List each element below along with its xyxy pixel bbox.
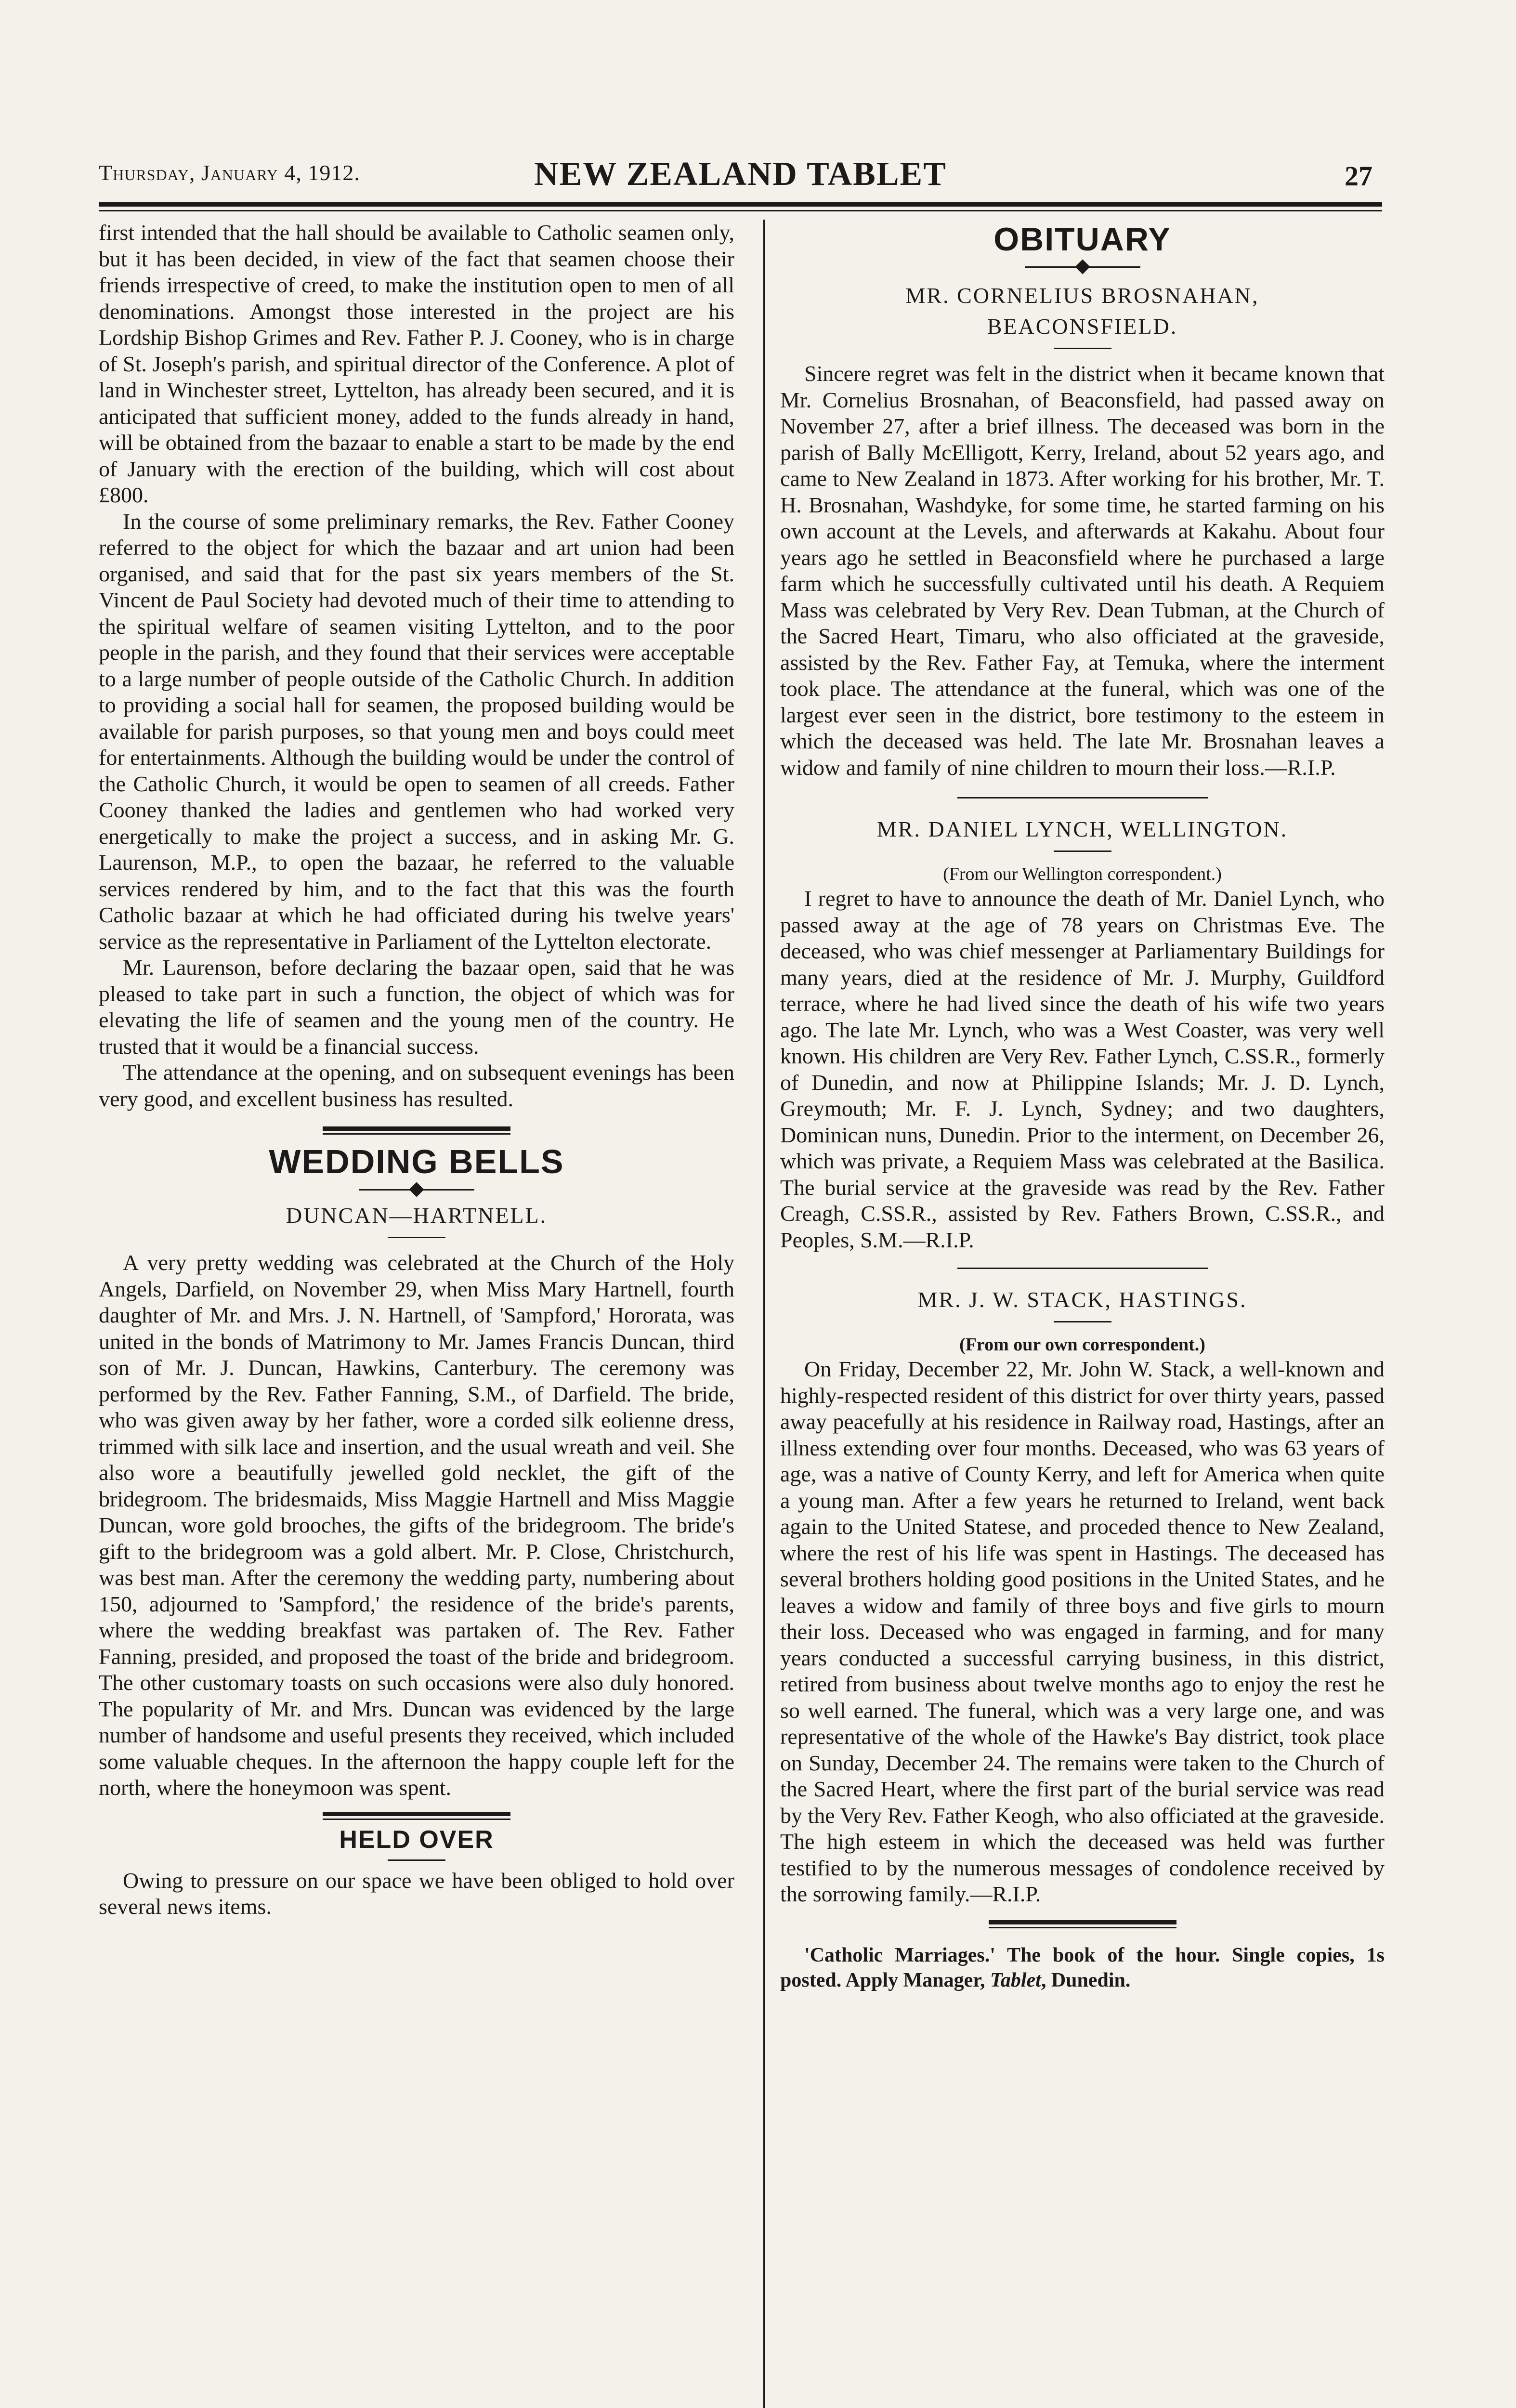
correspondent-note: (From our Wellington correspondent.) xyxy=(943,864,1222,884)
article-paragraph: first intended that the hall should be available to Catholic seamen only, but it has been decided, in view of the fact that seamen choose their friends irrespective of creed, to make the institution open to men of all denominations. Amongst those interested in the project are his Lordship Bishop Grimes and Rev. Father P. J. Cooney, who is in charge of St. Joseph's parish, and spiritual director of the Conference. A plot of land in Winchester street, Lyttelton, has already been secured, and it is anticipated that sufficient money, added to the funds already in hand, will be obtained from the bazaar to enable a start to be made by the end of January with the erection of the building, which will cost about £800. xyxy=(99,220,734,507)
short-rule xyxy=(388,1237,445,1238)
wedding-paragraph: A very pretty wedding was celebrated at the Church of the Holy Angels, Darfield, on November 29, when Miss Mary Hartnell, fourth daughter of Mr. and Mrs. J. N. Hartnell, of 'Sampford,' Hororata, was united in the bonds of Matrimony to Mr. James Francis Duncan, third son of Mr. J. Duncan, Hawkins, Canterbury. The ceremony was performed by the Rev. Father Fanning, S.M., of Darfield. The bride, who was given away by her father, wore a corded silk eolienne dress, trimmed with silk lace and insertion, and the usual wreath and veil. She also wore a beautifully jewelled gold necklet, the gift of the bridegroom. The bridesmaids, Miss Maggie Hartnell and Miss Maggie Duncan, wore gold brooches, the gifts of the bridegroom. The bride's gift to the bridegroom was a gold albert. Mr. P. Close, Christchurch, was best man. After the ceremony the wedding party, numbering about 150, adjourned to 'Sampford,' the residence of the bride's parents, where the wedding breakfast was partaken of. The Rev. Father Fanning, presided, and proposed the toast of the bride and bridegroom. The other customary toasts on such occasions were also duly honored. The popularity of Mr. and Mrs. Duncan was evidenced by the large number of handsome and useful presents they received, which included some valuable cheques. In the afternoon the happy couple left for the north, where the honeymoon was spent. xyxy=(99,1250,734,1800)
page-header xyxy=(99,153,1382,196)
obituary-subheading: MR. CORNELIUS BROSNAHAN, xyxy=(905,283,1259,308)
header-rule-thin xyxy=(99,210,1382,211)
section-divider xyxy=(989,1920,1176,1928)
page-number: 27 xyxy=(1345,160,1372,192)
section-divider xyxy=(323,1126,510,1135)
issue-date: Thursday, January 4, 1912. xyxy=(99,160,360,185)
held-over-heading: HELD OVER xyxy=(339,1825,494,1854)
article-paragraph: Mr. Laurenson, before declaring the bazaar open, said that he was pleased to take part in such a function, the object of which was for elevating the life of seamen and the young men of the country. He trusted that it would be a financial success. xyxy=(99,955,734,1059)
ornament-divider xyxy=(1025,259,1140,275)
article-paragraph: The attendance at the opening, and on subsequent evenings has been very good, and excellent business has resulted. xyxy=(99,1060,734,1111)
section-rule xyxy=(957,797,1208,798)
obituary-subheading: BEACONSFIELD. xyxy=(987,314,1178,339)
obituary-paragraph: I regret to have to announce the death of Mr. Daniel Lynch, who passed away at the age of 78 years on Christmas Eve. The deceased, who was chief messenger at Parliamentary Buildings for many years, died at the residence of Mr. J. Murphy, Guildford terrace, where he had lived since the death of his wife two years ago. The late Mr. Lynch, who was a West Coaster, was very well known. His children are Very Rev. Father Lynch, C.SS.R., formerly of Dunedin, and now at Philippine Islands; Mr. J. D. Lynch, Greymouth; Mr. F. J. Lynch, Sydney; and two daughters, Dominican nuns, Dunedin. Prior to the interment, on December 26, which was private, a Requiem Mass was celebrated at the Basilica. The burial service at the graveside was read by the Rev. Father Creagh, C.SS.R., assisted by Rev. Fathers Brown, C.SS.R., and Peoples, S.M.—R.I.P. xyxy=(780,886,1385,1252)
ornament-divider xyxy=(359,1182,474,1198)
short-rule xyxy=(1054,1321,1111,1322)
held-over-paragraph: Owing to pressure on our space we have been obliged to hold over several news items. xyxy=(99,1868,734,1919)
left-column xyxy=(99,220,734,1920)
section-divider xyxy=(323,1812,510,1820)
short-rule xyxy=(1054,348,1111,349)
right-column xyxy=(780,220,1385,1993)
short-rule xyxy=(1054,851,1111,852)
column-divider xyxy=(763,220,765,2408)
article-paragraph: In the course of some preliminary remarks, the Rev. Father Cooney referred to the object for which the bazaar and art union had been organised, and said that for the past six years members of the St. Vincent de Paul Society had devoted much of their time to attending to the spiritual welfare of seamen visiting Lyttelton, and to the poor people in the parish, and they found that their services were acceptable to a large number of people outside of the Catholic Church. In addition to providing a social hall for seamen, the proposed building would be available for parish purposes, so that young men and boys could meet for entertainments. Although the building would be under the control of the Catholic Church, it would be open to seamen of all creeds. Father Cooney thanked the ladies and gentlemen who had worked very energetically to make the project a success, and in asking Mr. G. Laurenson, M.P., to open the bazaar, he referred to the valuable services rendered by him, and to the fact that this was the fourth Catholic bazaar at which he had officiated during his twelve years' service as the representative in Parliament of the Lyttelton electorate. xyxy=(99,509,734,954)
advertisement-notice: 'Catholic Marriages.' The book of the hour. Single copies, 1s posted. Apply Manager, Tablet, Dunedin. xyxy=(780,1944,1385,1991)
section-rule xyxy=(957,1268,1208,1269)
header-rule-thick xyxy=(99,202,1382,207)
obituary-paragraph: On Friday, December 22, Mr. John W. Stack, a well-known and highly-respected resident of this district for over thirty years, passed away peacefully at his residence in Railway road, Hastings, after an illness extending over four months. Deceased, who was 63 years of age, was a native of County Kerry, and left for America when quite a young man. After a few years he returned to Ireland, went back again to the United Statese, and proceded thence to New Zealand, where the rest of his life was spent in Hastings. The deceased has several brothers holding good positions in the United States, and he leaves a widow and family of three boys and five girls to mourn their loss. Deceased who was engaged in farming, and for many years conducted a successful carrying business, in this district, retired from business about twelve months ago to enjoy the rest he so well earned. The funeral, which was a very large one, and was representative of the whole of the Hawke's Bay district, took place on Sunday, December 24. The remains were taken to the Church of the Sacred Heart, where the first part of the burial service was read by the Very Rev. Father Keogh, who also officiated at the graveside. The high esteem in which the deceased was held was further testified to by the numerous messages of condolence received by the sorrowing family.—R.I.P. xyxy=(780,1357,1385,1906)
obituary-subheading: MR. J. W. STACK, HASTINGS. xyxy=(917,1287,1247,1312)
short-rule xyxy=(388,1859,445,1861)
correspondent-note: (From our own correspondent.) xyxy=(959,1335,1205,1355)
obituary-paragraph: Sincere regret was felt in the district when it became known that Mr. Cornelius Brosnahan, of Beaconsfield, had passed away on November 27, after a brief illness. The deceased was born in the parish of Bally McElligott, Kerry, Ireland, about 52 years ago, and came to New Zealand in 1873. After working for his brother, Mr. T. H. Brosnahan, Washdyke, for some time, he started farming on his own account at the Levels, and afterwards at Kakahu. About four years ago he settled in Beaconsfield where he purchased a large farm which he successfully cultivated until his death. A Requiem Mass was celebrated by Very Rev. Dean Tubman, at the Church of the Sacred Heart, Timaru, who also officiated at the graveside, assisted by the Rev. Father Fay, at Temuka, where the interment took place. The attendance at the funeral, which was one of the largest ever seen in the district, bore testimony to the esteem in which the deceased was held. The late Mr. Brosnahan leaves a widow and family of nine children to mourn their loss.—R.I.P. xyxy=(780,361,1385,780)
wedding-subheading: DUNCAN—HARTNELL. xyxy=(286,1203,548,1228)
obituary-subheading: MR. DANIEL LYNCH, WELLINGTON. xyxy=(876,817,1288,841)
obituary-heading: OBITUARY xyxy=(993,221,1171,258)
newspaper-title: NEW ZEALAND TABLET xyxy=(534,156,947,193)
wedding-bells-heading: WEDDING BELLS xyxy=(269,1143,564,1180)
